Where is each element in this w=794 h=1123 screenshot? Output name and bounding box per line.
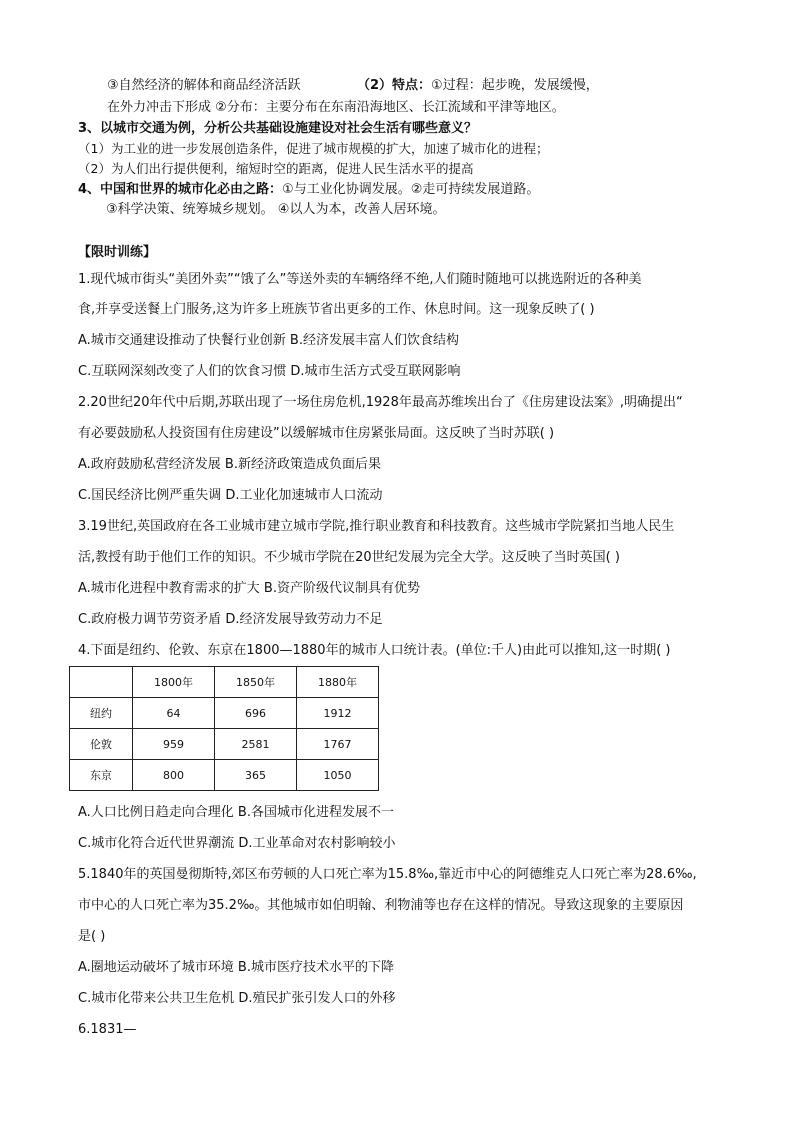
question-4-bold: 4、中国和世界的城市化必由之路： (78, 182, 283, 197)
q5-line-3: 是( ) (78, 929, 106, 944)
q4-line-1: 4.下面是纽约、伦敦、东京在1800—1880年的城市人口统计表。(单位:千人)由此可以推知,这一时期( ) (78, 643, 671, 658)
table-header-row (70, 667, 379, 698)
top-line-1a: ③自然经济的解体和商品经济活跃 (107, 78, 301, 93)
table-cell: 696 (215, 698, 297, 729)
top-line-1-right (357, 77, 599, 95)
table-header-cell: 1800年 (133, 667, 215, 698)
top-line-1 (107, 77, 301, 95)
table-row (70, 729, 379, 760)
q5-line-1: 5.1840年的英国曼彻斯特,郊区布劳顿的人口死亡率为15.8‰,靠近市中心的阿德维克人口死亡率为28.6‰, (78, 867, 697, 882)
q2-options-ab: A.政府鼓励私营经济发展 B.新经济政策造成负面后果 (78, 457, 381, 472)
features-text: ①过程：起步晚，发展缓慢， (431, 78, 599, 93)
table-city-cell: 东京 (70, 760, 133, 791)
table-header-cell: 1850年 (215, 667, 297, 698)
table-cell: 1912 (297, 698, 379, 729)
q5-options-cd: C.城市化带来公共卫生危机 D.殖民扩张引发人口的外移 (78, 991, 396, 1006)
q3-line-2: 活,教授有助于他们工作的知识。不少城市学院在20世纪发展为完全大学。这反映了当时英国( ) (78, 550, 620, 565)
q4-options-ab: A.人口比例日趋走向合理化 B.各国城市化进程发展不一 (78, 805, 394, 820)
table-cell: 959 (133, 729, 215, 760)
q5-options-ab: A.圈地运动破坏了城市环境 B.城市医疗技术水平的下降 (78, 960, 394, 975)
question-4-line-2: ③科学决策、统筹城乡规划。 ④以人为本，改善人居环境。 (106, 202, 446, 217)
question-4-text: ①与工业化协调发展。②走可持续发展道路。 (282, 182, 540, 197)
table-cell: 365 (215, 760, 297, 791)
table-header-cell (70, 667, 133, 698)
q1-options-ab: A.城市交通建设推动了快餐行业创新 B.经济发展丰富人们饮食结构 (78, 333, 459, 348)
table-cell: 64 (133, 698, 215, 729)
q2-line-2: 有必要鼓励私人投资国有住房建设”以缓解城市住房紧张局面。这反映了当时苏联( ) (78, 426, 555, 441)
features-label: （2）特点： (357, 78, 432, 93)
q1-line-2: 食,并享受送餐上门服务,这为许多上班族节省出更多的工作、休息时间。这一现象反映了( ) (78, 302, 595, 317)
q5-line-2: 市中心的人口死亡率为35.2‰。其他城市如伯明翰、利物浦等也存在这样的情况。导致这现象的主要原因 (78, 898, 684, 913)
question-3-answer-1: （1）为工业的进一步发展创造条件，促进了城市规模的扩大，加速了城市化的进程； (78, 141, 549, 156)
q2-line-1: 2.20世纪20年代中后期,苏联出现了一场住房危机,1928年最高苏维埃出台了《住房建设法案》,明确提出“ (78, 395, 683, 410)
section-title: 【限时训练】 (78, 245, 157, 260)
q3-options-ab: A.城市化进程中教育需求的扩大 B.资产阶级代议制具有优势 (78, 581, 420, 596)
question-3-answer-2: （2）为人们出行提供便利，缩短时空的距离，促进人民生活水平的提高 (78, 161, 474, 176)
q2-options-cd: C.国民经济比例严重失调 D.工业化加速城市人口流动 (78, 488, 383, 503)
table-row (70, 760, 379, 791)
q3-line-1: 3.19世纪,英国政府在各工业城市建立城市学院,推行职业教育和科技教育。这些城市学院紧扣当地人民生 (78, 519, 675, 534)
population-table (69, 666, 379, 791)
table-header-cell: 1880年 (297, 667, 379, 698)
q6-line-1: 6.1831— (78, 1022, 137, 1037)
question-3-heading: 3、以城市交通为例，分析公共基础设施建设对社会生活有哪些意义？ (78, 121, 478, 136)
table-row (70, 698, 379, 729)
q4-options-cd: C.城市化符合近代世界潮流 D.工业革命对农村影响较小 (78, 836, 396, 851)
q1-options-cd: C.互联网深刻改变了人们的饮食习惯 D.城市生活方式受互联网影响 (78, 364, 461, 379)
table-cell: 1050 (297, 760, 379, 791)
question-4-heading (78, 181, 539, 199)
q3-options-cd: C.政府极力调节劳资矛盾 D.经济发展导致劳动力不足 (78, 612, 383, 627)
table-city-cell: 纽约 (70, 698, 133, 729)
table-cell: 2581 (215, 729, 297, 760)
table-cell: 800 (133, 760, 215, 791)
top-line-2: 在外力冲击下形成 ②分布：主要分布在东南沿海地区、长江流域和平津等地区。 (107, 100, 565, 115)
table-city-cell: 伦敦 (70, 729, 133, 760)
table-cell: 1767 (297, 729, 379, 760)
q1-line-1: 1.现代城市街头“美团外卖”“饿了么”等送外卖的车辆络绎不绝,人们随时随地可以挑选附近的各种美 (78, 272, 642, 287)
